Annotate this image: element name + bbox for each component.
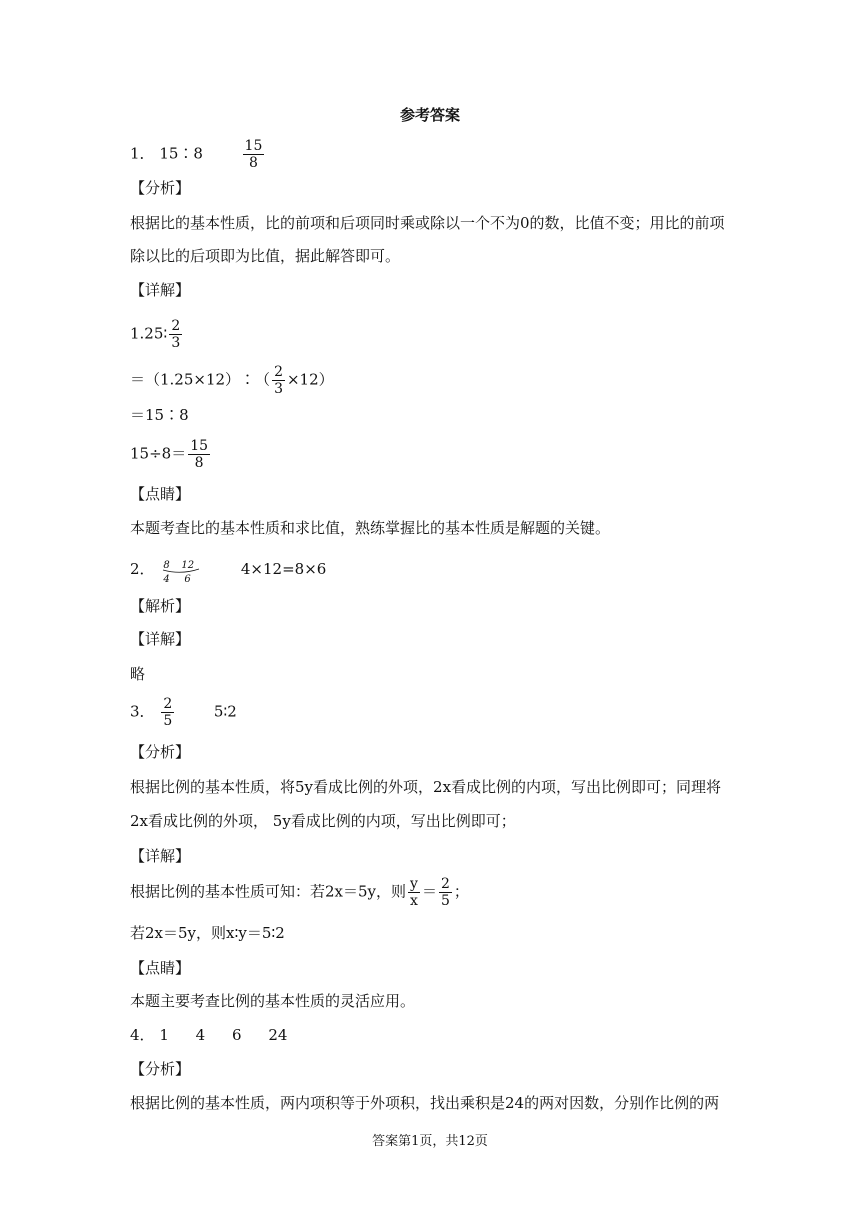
- q1-step2: [130, 364, 334, 397]
- q1-number: 1．: [130, 144, 155, 163]
- fraction-denominator: 8: [248, 155, 258, 171]
- q4-answer: 1: [159, 1026, 169, 1044]
- q1-step3: ＝15∶8: [130, 406, 189, 424]
- q3-answer-line: [130, 696, 237, 729]
- fraction-numerator: 2: [171, 318, 181, 334]
- step-fraction: [169, 318, 182, 351]
- q4-analysis-heading: 【分析】: [130, 1060, 191, 1078]
- q2-proportion-diagram: [159, 556, 203, 584]
- q3-answer-ratio: 5∶2: [213, 702, 237, 721]
- fraction-numerator: 2: [274, 364, 283, 380]
- q4-answer: 6: [231, 1026, 242, 1044]
- q3-analysis-line2: 2x看成比例的外项， 5y看成比例的内项，写出比例即可；: [130, 812, 516, 830]
- step-text: 15÷8＝: [130, 444, 187, 463]
- diagram-value: 6: [184, 574, 191, 585]
- diagram-value: 12: [181, 560, 195, 571]
- fraction-numerator: 15: [190, 438, 209, 454]
- q1-remark: 本题考查比的基本性质和求比值，熟练掌握比的基本性质是解题的关键。: [130, 519, 611, 537]
- q4-number: 4．: [130, 1026, 155, 1044]
- q2-answer-line: [130, 556, 326, 584]
- q3-detail-heading: 【详解】: [130, 847, 191, 865]
- q1-answer-fraction: [243, 138, 265, 171]
- q1-analysis-heading: 【分析】: [130, 179, 191, 197]
- diagram-value: 8: [163, 560, 170, 571]
- q2-detail-body: 略: [130, 665, 146, 683]
- q3-detail-line2: 若2x＝5y，则x∶y＝5∶2: [130, 924, 285, 942]
- step-fraction: [188, 438, 210, 471]
- fraction-denominator: 5: [163, 713, 173, 729]
- detail-text: ＝: [421, 882, 437, 901]
- detail-text: ；: [453, 882, 469, 901]
- diagram-value: 4: [163, 574, 170, 585]
- page-title: 参考答案: [399, 106, 460, 124]
- q3-analysis-heading: 【分析】: [130, 743, 191, 761]
- q2-explain-heading: 【解析】: [130, 597, 191, 615]
- step-text: 1.25∶: [130, 324, 168, 343]
- q1-step1: [130, 318, 184, 351]
- detail-fraction: [439, 876, 452, 909]
- q4-answer-line: [130, 1025, 287, 1045]
- q4-answer: 4: [195, 1026, 206, 1044]
- q4-answer: 24: [268, 1026, 288, 1044]
- q3-analysis-line1: 根据比例的基本性质，将5y看成比例的外项，2x看成比例的内项，写出比例即可；同理将: [130, 778, 722, 796]
- q1-answer-line: [130, 138, 266, 171]
- q2-number: 2．: [130, 560, 155, 578]
- fraction-denominator: 3: [171, 335, 181, 351]
- page-footer: 答案第1页，共12页: [372, 1134, 488, 1149]
- q3-remark-heading: 【点睛】: [130, 959, 191, 977]
- step-fraction: [272, 364, 285, 397]
- q1-answer-ratio: 15∶8: [159, 144, 203, 163]
- q3-remark: 本题主要考查比例的基本性质的灵活应用。: [130, 992, 416, 1010]
- q1-analysis-line2: 除以比的后项即为比值，据此解答即可。: [130, 247, 401, 265]
- q2-detail-heading: 【详解】: [130, 630, 191, 648]
- cross-arc-icon: [159, 556, 203, 584]
- fraction-numerator: y: [410, 876, 418, 892]
- fraction-denominator: 8: [194, 455, 204, 471]
- q1-detail-heading: 【详解】: [130, 281, 191, 299]
- q1-remark-heading: 【点睛】: [130, 485, 191, 503]
- fraction-numerator: 2: [163, 696, 173, 712]
- fraction-denominator: 5: [440, 893, 450, 909]
- step-text: ＝（1.25×12）∶（: [130, 370, 271, 389]
- q1-step4: [130, 438, 212, 471]
- q3-number: 3．: [130, 702, 155, 721]
- detail-fraction: [408, 876, 420, 909]
- q1-analysis-line1: 根据比的基本性质，比的前项和后项同时乘或除以一个不为0的数，比值不变；用比的前项: [130, 214, 725, 232]
- fraction-numerator: 15: [244, 138, 263, 154]
- fraction-denominator: 3: [274, 381, 283, 397]
- q3-answer-fraction: [161, 696, 174, 729]
- fraction-numerator: 2: [440, 876, 450, 892]
- q4-analysis-line1: 根据比例的基本性质，两内项积等于外项积，找出乘积是24的两对因数，分别作比例的两: [130, 1094, 720, 1112]
- step-text: ×12）: [286, 370, 334, 389]
- q3-detail-line1: [130, 876, 469, 909]
- q2-answer: 4×12=8×6: [240, 560, 327, 578]
- detail-text: 根据比例的基本性质可知：若2x＝5y，则: [130, 882, 407, 901]
- fraction-denominator: x: [410, 893, 418, 909]
